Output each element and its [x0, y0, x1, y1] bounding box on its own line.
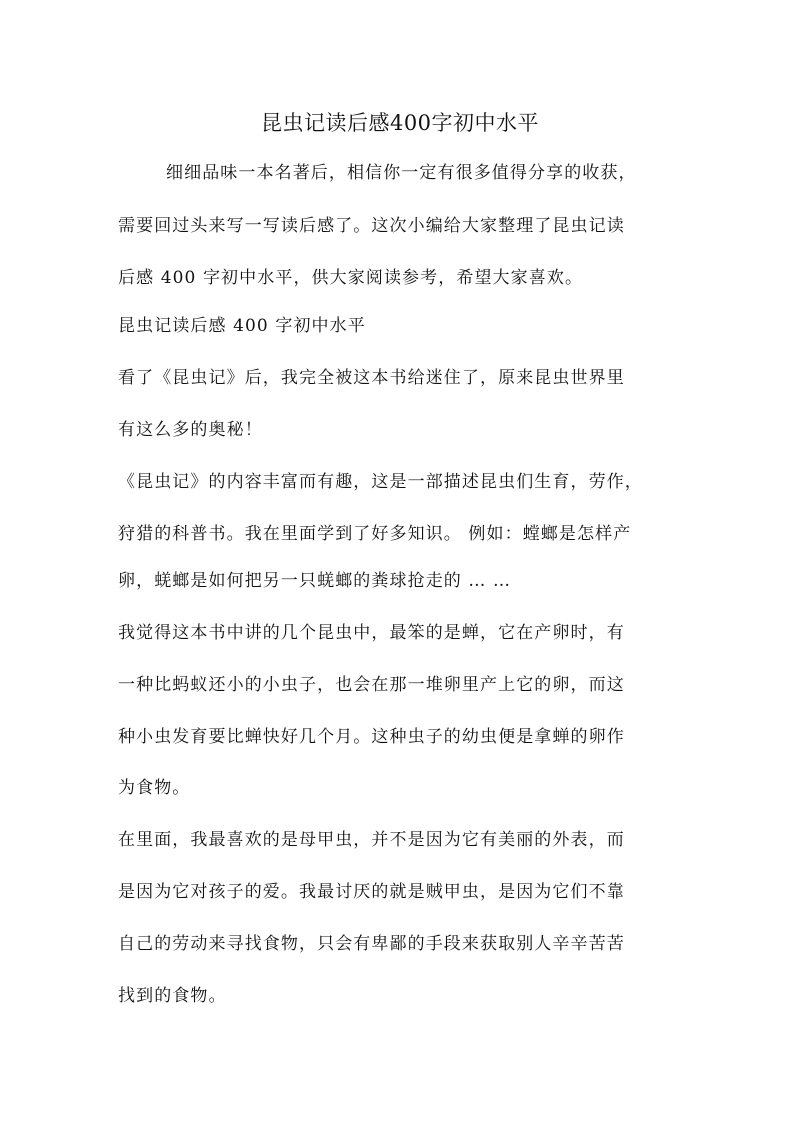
section-heading: 昆虫记读后感 400 字初中水平 — [118, 316, 366, 336]
paragraph-line: 一种比蚂蚁还小的小虫子，也会在那一堆卵里产上它的卵，而这 — [118, 675, 625, 695]
paragraph-line: 需要回过头来写一写读后感了。这次小编给大家整理了昆虫记读 — [118, 216, 625, 236]
paragraph-line: 是因为它对孩子的爱。我最讨厌的就是贼甲虫，是因为它们不靠 — [118, 882, 625, 902]
paragraph-line: 后感 400 字初中水平，供大家阅读参考，希望大家喜欢。 — [118, 268, 584, 288]
paragraph-line: 种小虫发育要比蝉快好几个月。这种虫子的幼虫便是拿蝉的卵作 — [118, 727, 625, 747]
paragraph-line: 自己的劳动来寻找食物，只会有卑鄙的手段来获取别人辛辛苦苦 — [118, 934, 625, 954]
paragraph-line: 我觉得这本书中讲的几个昆虫中，最笨的是蝉，它在产卵时，有 — [118, 623, 625, 643]
paragraph-line: 找到的食物。 — [118, 986, 227, 1006]
paragraph-line: 卵，蜣螂是如何把另一只蜣螂的粪球抢走的 … … — [118, 571, 512, 591]
paragraph-line: 在里面，我最喜欢的是母甲虫，并不是因为它有美丽的外表，而 — [118, 830, 625, 850]
document-title: 昆虫记读后感400字初中水平 — [260, 111, 540, 135]
paragraph-line: 细细品味一本名著后，相信你一定有很多值得分享的收获， — [166, 163, 637, 183]
paragraph-line: 有这么多的奥秘！ — [118, 420, 263, 440]
paragraph-line: 为食物。 — [118, 778, 191, 798]
paragraph-line: 看了《昆虫记》后，我完全被这本书给迷住了，原来昆虫世界里 — [118, 368, 625, 388]
paragraph-line: 《昆虫记》的内容丰富而有趣，这是一部描述昆虫们生育，劳作， — [118, 472, 643, 492]
paragraph-line: 狩猎的科普书。我在里面学到了好多知识。 例如：螳螂是怎样产 — [118, 524, 632, 544]
